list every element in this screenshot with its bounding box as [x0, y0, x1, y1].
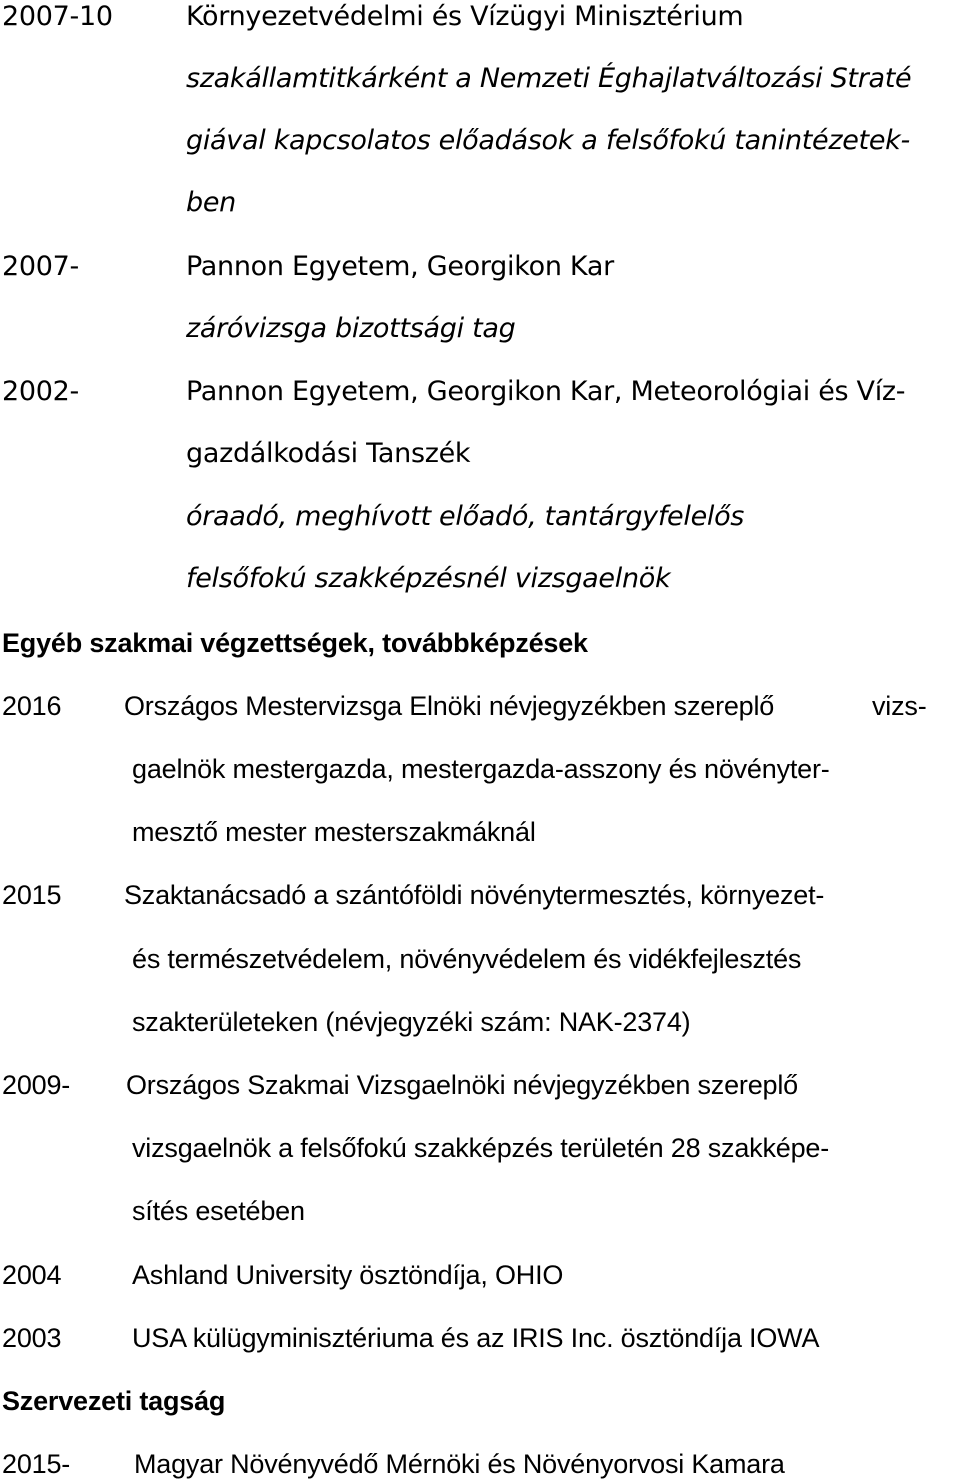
entry-year: 2016 [2, 691, 62, 721]
section-heading: Egyéb szakmai végzettségek, továbbképzések [2, 628, 588, 658]
entry-line: Pannon Egyetem, Georgikon Kar, Meteorológiai és Víz- [186, 376, 906, 407]
entry-year: 2004 [2, 1260, 62, 1290]
entry-line: óraadó, meghívott előadó, tantárgyfelelős [186, 501, 745, 532]
entry-line: Környezetvédelmi és Vízügyi Minisztérium [186, 1, 744, 32]
entry-year: 2003 [2, 1323, 62, 1353]
entry-line: szakterületeken (névjegyzéki szám: NAK-2374) [132, 1007, 691, 1037]
entry-line: gazdálkodási Tanszék [186, 438, 471, 469]
entry-year: 2015 [2, 880, 62, 910]
entry-line: Szaktanácsadó a szántóföldi növénytermesztés, környezet- [124, 880, 825, 910]
entry-line: Magyar Növényvédő Mérnöki és Növényorvosi Kamara [134, 1449, 785, 1479]
entry-year: 2015- [2, 1449, 71, 1479]
entry-line: felsőfokú szakképzésnél vizsgaelnök [186, 563, 671, 594]
entry-line: Ashland University ösztöndíja, OHIO [132, 1260, 564, 1290]
entry-year: 2009- [2, 1070, 71, 1100]
entry-line: Országos Mestervizsga Elnöki névjegyzékben szereplő [124, 691, 775, 721]
section-heading: Szervezeti tagság [2, 1386, 226, 1416]
entry-year: 2007-10 [2, 1, 113, 32]
entry-line: Pannon Egyetem, Georgikon Kar [186, 251, 614, 282]
entry-year: 2007- [2, 251, 79, 282]
entry-line: záróvizsga bizottsági tag [186, 313, 516, 344]
entry-line: ben [186, 187, 236, 218]
entry-line: sítés esetében [132, 1196, 305, 1226]
entry-line: szakállamtitkárként a Nemzeti Éghajlatváltozási Straté [186, 63, 912, 94]
entry-line: mesztő mester mesterszakmáknál [132, 817, 536, 847]
entry-year: 2002- [2, 376, 79, 407]
entry-line: giával kapcsolatos előadások a felsőfokú tanintézetek- [186, 125, 910, 156]
entry-line: Országos Szakmai Vizsgaelnöki névjegyzékben szereplő [126, 1070, 798, 1100]
entry-line: és természetvédelem, növényvédelem és vidékfejlesztés [132, 944, 802, 974]
entry-line-tail: vizs- [872, 691, 927, 721]
entry-line: vizsgaelnök a felsőfokú szakképzés területén 28 szakképe- [132, 1133, 829, 1163]
entry-line: USA külügyminisztériuma és az IRIS Inc. ösztöndíja IOWA [132, 1323, 820, 1353]
entry-line: gaelnök mestergazda, mestergazda-asszony és növényter- [132, 754, 830, 784]
